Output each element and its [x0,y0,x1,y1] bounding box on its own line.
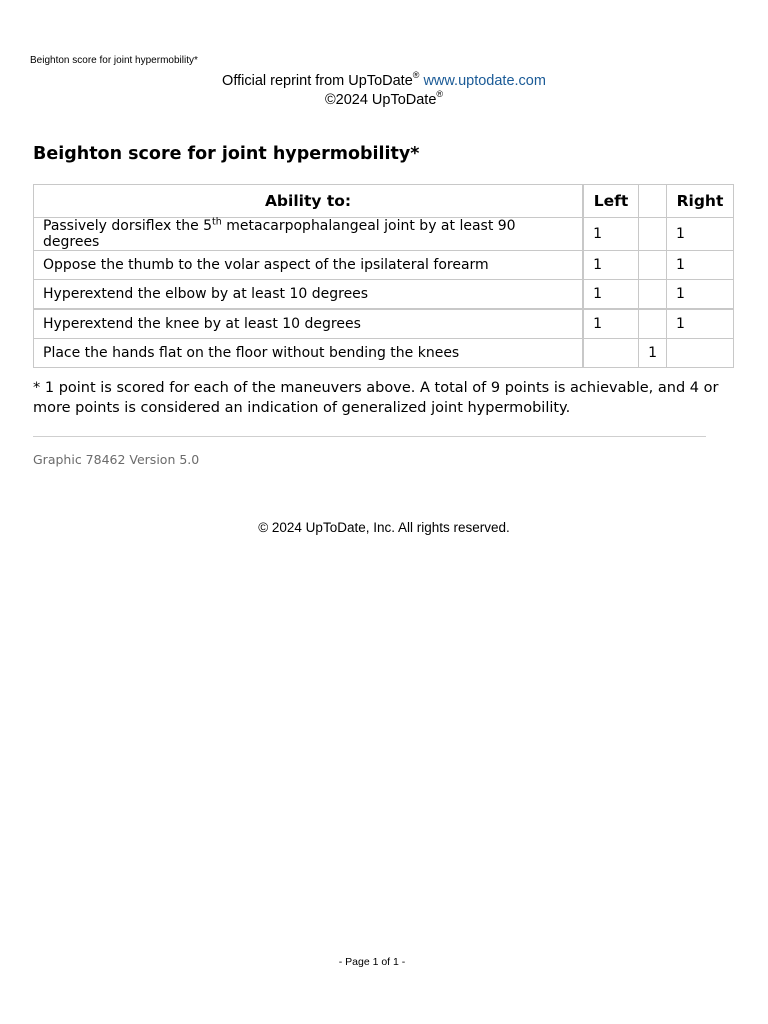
document-top-label: Beighton score for joint hypermobility* [30,55,198,66]
right-score-cell: 1 [666,309,733,339]
gap-cell [639,280,667,310]
uptodate-link[interactable]: www.uptodate.com [423,73,546,89]
header-left: Left [583,185,638,218]
ability-cell: Hyperextend the elbow by at least 10 degrees [34,280,584,310]
copyright-text: ©2024 UpToDate [324,92,437,108]
right-score-cell: 1 [666,251,733,280]
ability-cell: Hyperextend the knee by at least 10 degrees [34,309,584,339]
table-row [34,339,734,368]
registered-mark: ® [412,70,420,81]
left-score-cell: 1 [583,218,638,251]
rights-notice: © 2024 UpToDate, Inc. All rights reserved. [258,520,510,535]
ordinal-suffix: th [212,216,222,228]
table-row [34,251,734,280]
left-score-cell: 1 [583,280,638,310]
page-title: Beighton score for joint hypermobility* [33,144,420,164]
reprint-prefix: Official reprint from UpToDate [222,73,413,89]
reprint-notice [0,70,768,89]
ability-text: metacarpophalangeal joint by at least 90 degrees [43,218,516,250]
ability-text: Passively dorsiflex the 5 [43,218,213,234]
ability-cell: Place the hands flat on the floor without bending the knees [34,339,584,368]
table-footnote: * 1 point is scored for each of the maneuvers above. A total of 9 points is achievable, and 4 or more points is considered an indication of generalized joint hypermobility. [33,380,719,416]
copyright-notice [0,89,768,108]
divider [33,436,706,437]
left-score-cell [583,339,638,368]
beighton-score-table [33,184,734,368]
page-number: - Page 1 of 1 - [338,956,406,968]
table-row [34,280,734,310]
right-score-cell: 1 [666,218,733,251]
gap-cell [639,309,667,339]
right-score-cell [666,339,733,368]
table-row [34,218,734,251]
gap-cell: 1 [639,339,667,368]
gap-cell [639,251,667,280]
header-right: Right [666,185,733,218]
ability-cell: Oppose the thumb to the volar aspect of the ipsilateral forearm [34,251,584,280]
ability-cell [34,218,584,251]
header-ability: Ability to: [34,185,584,218]
left-score-cell: 1 [583,251,638,280]
graphic-version-label: Graphic 78462 Version 5.0 [33,452,200,467]
right-score-cell: 1 [666,280,733,310]
registered-mark: ® [436,89,444,100]
gap-cell [639,218,667,251]
table-header-row [34,185,734,218]
table-row [34,309,734,339]
header-gap [639,185,667,218]
left-score-cell: 1 [583,309,638,339]
